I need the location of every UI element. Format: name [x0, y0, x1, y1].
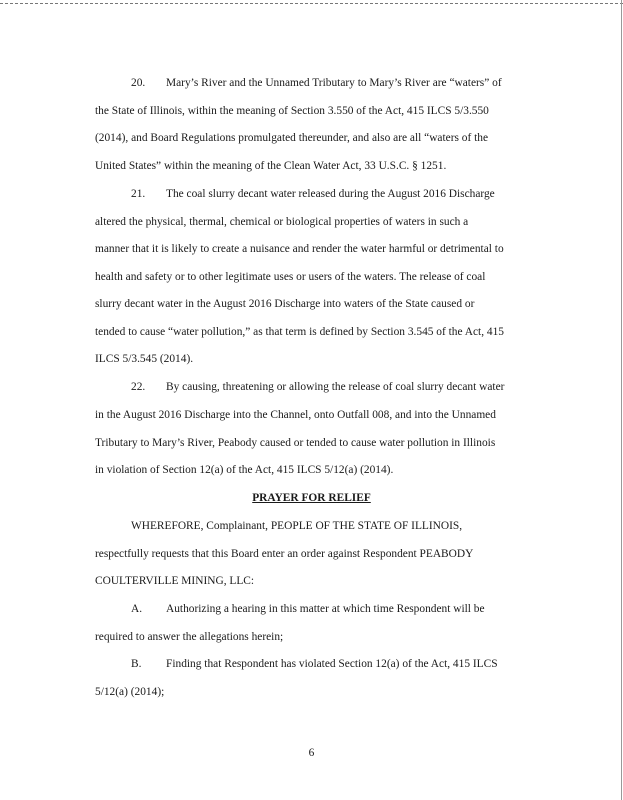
paragraph-line: the State of Illinois, within the meaning of Section 3.550 of the Act, 415 ILCS 5/3.550: [95, 105, 489, 117]
paragraph-line: WHEREFORE, Complainant, PEOPLE OF THE STATE OF ILLINOIS,: [131, 520, 463, 532]
paragraph-number: 20.: [131, 77, 146, 89]
paragraph-line: Mary’s River and the Unnamed Tributary to Mary’s River are “waters” of: [166, 77, 502, 89]
paragraph-line: By causing, threatening or allowing the release of coal slurry decant water: [166, 381, 505, 393]
paragraph-line: in violation of Section 12(a) of the Act, 415 ILCS 5/12(a) (2014).: [95, 464, 394, 476]
paragraph-line: required to answer the allegations herein;: [95, 631, 284, 643]
prayer-for-relief-heading: PRAYER FOR RELIEF: [252, 492, 371, 504]
page-top-edge: [0, 3, 623, 4]
paragraph-line: tended to cause “water pollution,” as that term is defined by Section 3.545 of the Act, 415: [95, 326, 505, 338]
paragraph-line: respectfully requests that this Board enter an order against Respondent PEABODY: [95, 548, 474, 560]
paragraph-line: Authorizing a hearing in this matter at which time Respondent will be: [166, 603, 485, 615]
paragraph-line: slurry decant water in the August 2016 Discharge into waters of the State caused or: [95, 298, 475, 310]
paragraph-line: ILCS 5/3.545 (2014).: [95, 353, 194, 365]
paragraph-line: in the August 2016 Discharge into the Channel, onto Outfall 008, and into the Unnamed: [95, 409, 496, 421]
paragraph-line: Finding that Respondent has violated Section 12(a) of the Act, 415 ILCS: [166, 658, 498, 670]
paragraph-line: COULTERVILLE MINING, LLC:: [95, 575, 255, 587]
paragraph-line: (2014), and Board Regulations promulgated thereunder, and also are all “waters of the: [95, 132, 489, 144]
item-letter: A.: [131, 603, 143, 615]
page-number: 6: [308, 747, 315, 759]
paragraph-line: The coal slurry decant water released during the August 2016 Discharge: [166, 188, 495, 200]
paragraph-line: manner that it is likely to create a nuisance and render the water harmful or detrimental to: [95, 243, 504, 255]
paragraph-line: Tributary to Mary’s River, Peabody caused or tended to cause water pollution in Illinois: [95, 437, 496, 449]
paragraph-line: United States” within the meaning of the Clean Water Act, 33 U.S.C. § 1251.: [95, 160, 447, 172]
paragraph-line: 5/12(a) (2014);: [95, 686, 165, 698]
paragraph-line: health and safety or to other legitimate uses or users of the waters. The release of coal: [95, 271, 486, 283]
paragraph-number: 22.: [131, 381, 146, 393]
paragraph-number: 21.: [131, 188, 146, 200]
item-letter: B.: [131, 658, 142, 670]
page-right-edge: [621, 0, 622, 800]
paragraph-line: altered the physical, thermal, chemical or biological properties of waters in such a: [95, 216, 469, 228]
